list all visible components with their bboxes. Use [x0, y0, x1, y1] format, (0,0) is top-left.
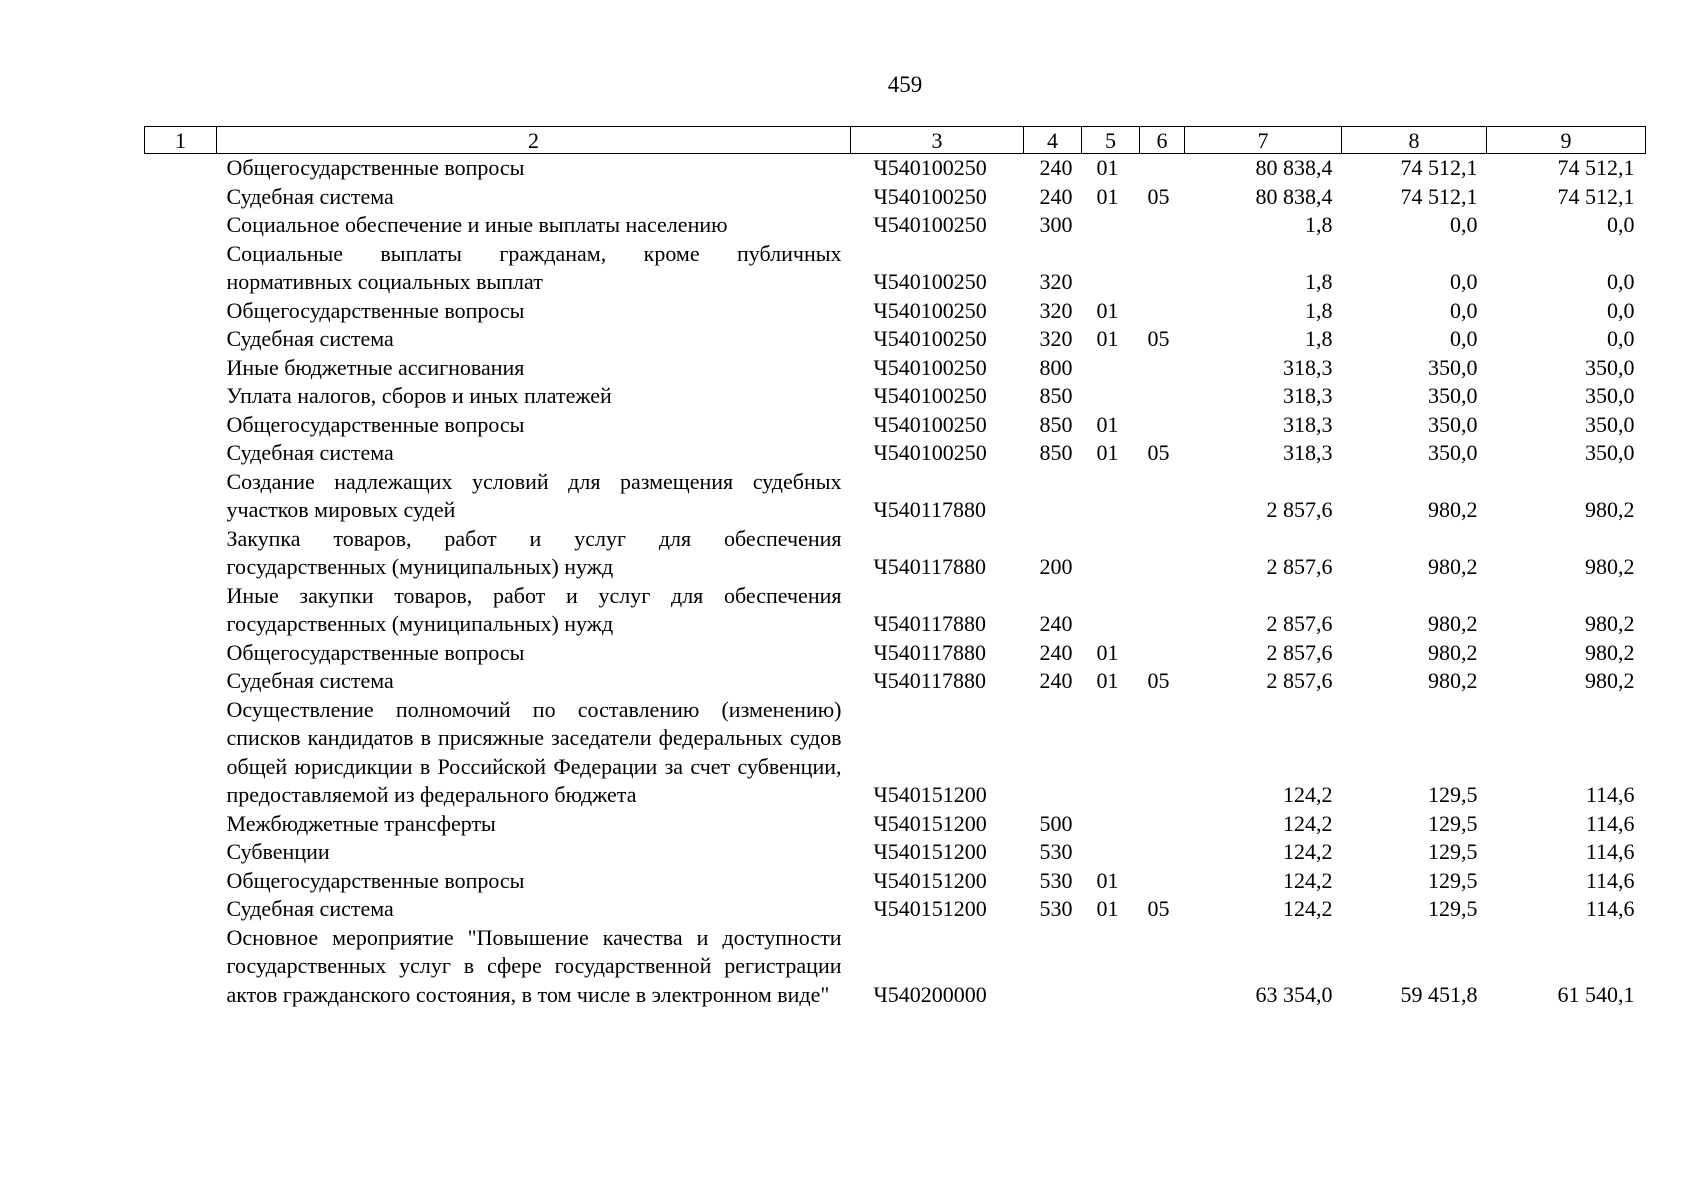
row-value-7: 318,3: [1283, 383, 1333, 408]
row-col4: 320: [1039, 326, 1073, 351]
row-value-7: 1,8: [1305, 269, 1333, 294]
empty-cell: [145, 838, 217, 867]
row-value-7: 124,2: [1283, 782, 1333, 807]
table-row: [145, 525, 1646, 582]
column-header-7: 7: [1185, 127, 1342, 154]
table-row: [145, 582, 1646, 639]
empty-cell: [145, 411, 217, 440]
row-value-9: 114,6: [1585, 896, 1635, 921]
row-col4: 850: [1039, 411, 1073, 437]
row-value-8: 980,2: [1428, 668, 1478, 693]
row-col4: 320: [1039, 297, 1073, 323]
row-name: Закупка товаров, работ и услуг для обеспечения государственных (муниципальных) нужд: [226, 525, 842, 579]
row-name: Судебная система: [226, 440, 394, 465]
row-col5: [1082, 240, 1140, 297]
table-row: [145, 439, 1646, 468]
row-value-7: 124,2: [1283, 896, 1333, 921]
row-value-9: 114,6: [1585, 782, 1635, 807]
row-col6: [1140, 696, 1185, 810]
row-value-9: 0,0: [1607, 297, 1635, 323]
row-name: Судебная система: [226, 668, 394, 693]
row-code: Ч540117880: [873, 611, 986, 636]
row-value-9: 0,0: [1607, 269, 1635, 294]
row-code: Ч540117880: [873, 668, 986, 693]
empty-cell: [145, 582, 217, 639]
row-name: Социальное обеспечение и иные выплаты населению: [226, 212, 728, 237]
row-value-8: 74 512,1: [1400, 183, 1478, 209]
row-value-8: 350,0: [1428, 383, 1478, 408]
row-value-9: 114,6: [1585, 867, 1635, 893]
row-value-7: 80 838,4: [1255, 183, 1333, 209]
row-name: Судебная система: [226, 326, 394, 351]
table-row: [145, 838, 1646, 867]
row-col6: [1140, 154, 1185, 183]
empty-cell: [145, 154, 217, 183]
row-value-8: 980,2: [1428, 554, 1478, 579]
row-name: Осуществление полномочий по составлению (изменению) списков кандидатов в присяжные заседатели федеральных судов общей юрисдикции в Российской Федерации за счет субвенции, предоставляемой из федерального бюджета: [226, 696, 842, 807]
row-code: Ч540151200: [873, 782, 987, 807]
row-value-8: 350,0: [1428, 354, 1478, 380]
budget-table: [144, 126, 1646, 1009]
table-row: [145, 325, 1646, 354]
header-row: [145, 127, 1646, 154]
row-value-8: 0,0: [1450, 212, 1478, 237]
row-code: Ч540100250: [873, 440, 987, 465]
empty-cell: [145, 354, 217, 383]
row-code: Ч540100250: [873, 326, 987, 351]
row-col6: [1140, 639, 1185, 668]
row-value-9: 74 512,1: [1557, 183, 1635, 209]
empty-cell: [145, 439, 217, 468]
row-code: Ч540100250: [873, 183, 987, 209]
table-row: [145, 895, 1646, 924]
row-code: Ч540117880: [873, 497, 986, 522]
row-col4: 240: [1039, 155, 1073, 180]
row-name: Межбюджетные трансферты: [226, 810, 496, 836]
column-header-4: 4: [1024, 127, 1082, 154]
row-value-9: 114,6: [1585, 839, 1635, 864]
row-value-9: 0,0: [1607, 212, 1635, 237]
table-row: [145, 382, 1646, 411]
row-col6: [1140, 810, 1185, 839]
row-col4: [1024, 696, 1082, 810]
row-value-9: 61 540,1: [1557, 981, 1635, 1007]
page-number: 459: [887, 72, 923, 97]
row-value-7: 80 838,4: [1255, 155, 1333, 180]
row-value-7: 1,8: [1305, 326, 1333, 351]
row-col6: [1140, 838, 1185, 867]
row-code: Ч540151200: [873, 867, 987, 893]
empty-cell: [145, 867, 217, 896]
row-code: Ч540100250: [873, 354, 987, 380]
row-value-9: 980,2: [1585, 497, 1635, 522]
row-value-8: 0,0: [1450, 297, 1478, 323]
row-value-7: 2 857,6: [1266, 639, 1333, 665]
table-row: [145, 810, 1646, 839]
row-name: Основное мероприятие "Повышение качества и доступности государственных услуг в сфере государственной регистрации актов гражданского состояния, в том числе в электронном виде": [226, 924, 842, 1007]
row-col4: 500: [1039, 810, 1073, 836]
empty-cell: [145, 639, 217, 668]
row-code: Ч540151200: [873, 896, 987, 921]
row-value-8: 980,2: [1428, 611, 1478, 636]
row-col6: [1140, 924, 1185, 1010]
empty-cell: [145, 240, 217, 297]
row-col4: 200: [1039, 554, 1073, 579]
row-value-7: 124,2: [1283, 839, 1333, 864]
empty-cell: [145, 382, 217, 411]
row-value-9: 350,0: [1585, 440, 1635, 465]
row-value-7: 318,3: [1283, 354, 1333, 380]
row-code: Ч540117880: [873, 554, 986, 579]
row-col4: 240: [1039, 611, 1073, 636]
empty-cell: [145, 468, 217, 525]
empty-cell: [145, 525, 217, 582]
row-value-9: 350,0: [1585, 383, 1635, 408]
row-value-8: 980,2: [1428, 497, 1478, 522]
row-col6: 05: [1147, 896, 1170, 921]
row-col5: [1082, 211, 1140, 240]
column-header-6: 6: [1140, 127, 1185, 154]
row-value-8: 350,0: [1428, 440, 1478, 465]
empty-cell: [145, 895, 217, 924]
row-value-8: 129,5: [1428, 896, 1478, 921]
row-col6: 05: [1147, 440, 1170, 465]
row-col6: [1140, 382, 1185, 411]
row-col4: [1024, 924, 1082, 1010]
row-col4: 320: [1039, 269, 1073, 294]
row-col4: 300: [1039, 212, 1073, 237]
row-col4: 800: [1039, 354, 1073, 380]
row-value-9: 980,2: [1585, 639, 1635, 665]
row-col4: 530: [1039, 839, 1073, 864]
table-body: [145, 154, 1646, 1010]
row-value-7: 124,2: [1283, 867, 1333, 893]
row-value-8: 0,0: [1450, 326, 1478, 351]
row-name: Субвенции: [226, 839, 330, 864]
table-row: [145, 411, 1646, 440]
row-value-8: 129,5: [1428, 782, 1478, 807]
row-name: Создание надлежащих условий для размещения судебных участков мировых судей: [226, 468, 842, 522]
row-col4: 850: [1039, 440, 1073, 465]
row-value-9: 74 512,1: [1557, 155, 1635, 180]
row-col6: [1140, 582, 1185, 639]
row-value-8: 0,0: [1450, 269, 1478, 294]
table-row: [145, 183, 1646, 212]
row-col4: 530: [1039, 867, 1073, 893]
row-col5: 01: [1096, 668, 1119, 693]
empty-cell: [145, 297, 217, 326]
table-row: [145, 354, 1646, 383]
row-col5: [1082, 696, 1140, 810]
table-row: [145, 154, 1646, 183]
empty-cell: [145, 924, 217, 1010]
row-col6: [1140, 354, 1185, 383]
row-col5: [1082, 924, 1140, 1010]
row-value-8: 129,5: [1428, 839, 1478, 864]
column-header-1: 1: [145, 127, 217, 154]
row-value-8: 350,0: [1428, 411, 1478, 437]
table-row: [145, 924, 1646, 1010]
row-value-8: 59 451,8: [1400, 981, 1478, 1007]
row-code: Ч540100250: [873, 212, 987, 237]
row-value-9: 114,6: [1585, 810, 1635, 836]
row-value-9: 980,2: [1585, 611, 1635, 636]
row-col6: 05: [1147, 183, 1170, 209]
row-col5: [1082, 468, 1140, 525]
row-value-7: 2 857,6: [1266, 497, 1333, 522]
table-row: [145, 867, 1646, 896]
row-value-7: 2 857,6: [1266, 554, 1333, 579]
empty-cell: [145, 696, 217, 810]
row-code: Ч540200000: [873, 981, 987, 1007]
row-value-7: 318,3: [1283, 440, 1333, 465]
row-code: Ч540100250: [873, 155, 987, 180]
row-value-7: 124,2: [1283, 810, 1333, 836]
row-name: Общегосударственные вопросы: [226, 639, 525, 665]
row-name: Судебная система: [226, 896, 394, 921]
row-col5: 01: [1096, 155, 1119, 180]
row-col4: 240: [1039, 183, 1073, 209]
row-col5: 01: [1096, 639, 1119, 665]
column-header-9: 9: [1487, 127, 1646, 154]
row-code: Ч540100250: [873, 383, 987, 408]
row-code: Ч540100250: [873, 297, 987, 323]
row-code: Ч540100250: [873, 411, 987, 437]
row-col5: [1082, 525, 1140, 582]
row-code: Ч540117880: [873, 639, 986, 665]
empty-cell: [145, 183, 217, 212]
row-col4: [1024, 468, 1082, 525]
column-header-3: 3: [851, 127, 1024, 154]
column-header-8: 8: [1342, 127, 1487, 154]
row-name: Иные бюджетные ассигнования: [226, 354, 525, 380]
column-header-2: 2: [217, 127, 851, 154]
row-value-7: 318,3: [1283, 411, 1333, 437]
row-col5: [1082, 582, 1140, 639]
table-row: [145, 639, 1646, 668]
row-value-8: 129,5: [1428, 867, 1478, 893]
row-col6: [1140, 240, 1185, 297]
row-code: Ч540151200: [873, 839, 987, 864]
row-value-9: 0,0: [1607, 326, 1635, 351]
row-value-8: 74 512,1: [1400, 155, 1478, 180]
row-col5: [1082, 354, 1140, 383]
row-value-7: 1,8: [1305, 297, 1333, 323]
row-name: Иные закупки товаров, работ и услуг для обеспечения государственных (муниципальных) нужд: [226, 582, 842, 636]
row-col4: 240: [1039, 668, 1073, 693]
row-col6: [1140, 411, 1185, 440]
row-col5: 01: [1096, 440, 1119, 465]
row-col5: 01: [1096, 326, 1119, 351]
row-value-9: 350,0: [1585, 354, 1635, 380]
row-value-9: 980,2: [1585, 554, 1635, 579]
row-value-7: 2 857,6: [1266, 668, 1333, 693]
row-name: Общегосударственные вопросы: [226, 411, 525, 437]
row-col6: 05: [1147, 326, 1170, 351]
table-row: [145, 468, 1646, 525]
row-value-8: 980,2: [1428, 639, 1478, 665]
row-col6: [1140, 297, 1185, 326]
table-row: [145, 211, 1646, 240]
row-value-7: 1,8: [1305, 212, 1333, 237]
row-name: Общегосударственные вопросы: [226, 297, 525, 323]
empty-cell: [145, 211, 217, 240]
row-value-7: 63 354,0: [1255, 981, 1333, 1007]
table-row: [145, 696, 1646, 810]
row-col6: [1140, 211, 1185, 240]
row-col5: 01: [1096, 867, 1119, 893]
row-code: Ч540100250: [873, 269, 987, 294]
row-value-7: 2 857,6: [1266, 611, 1333, 636]
table-row: [145, 240, 1646, 297]
row-code: Ч540151200: [873, 810, 987, 836]
row-col5: [1082, 382, 1140, 411]
row-col5: 01: [1096, 297, 1119, 323]
row-name: Судебная система: [226, 183, 394, 209]
row-col6: [1140, 867, 1185, 896]
column-header-5: 5: [1082, 127, 1140, 154]
table-row: [145, 667, 1646, 696]
empty-cell: [145, 667, 217, 696]
row-col6: [1140, 468, 1185, 525]
row-name: Социальные выплаты гражданам, кроме публичных нормативных социальных выплат: [226, 240, 842, 294]
empty-cell: [145, 810, 217, 839]
row-value-8: 129,5: [1428, 810, 1478, 836]
row-value-9: 980,2: [1585, 668, 1635, 693]
row-col5: 01: [1096, 896, 1119, 921]
empty-cell: [145, 325, 217, 354]
row-col5: 01: [1096, 183, 1119, 209]
table-row: [145, 297, 1646, 326]
row-col4: 240: [1039, 639, 1073, 665]
row-name: Общегосударственные вопросы: [226, 867, 525, 893]
row-col5: 01: [1096, 411, 1119, 437]
row-name: Уплата налогов, сборов и иных платежей: [226, 383, 612, 408]
row-name: Общегосударственные вопросы: [226, 155, 525, 180]
row-col6: [1140, 525, 1185, 582]
row-col5: [1082, 810, 1140, 839]
row-col5: [1082, 838, 1140, 867]
row-col4: 850: [1039, 383, 1073, 408]
row-col4: 530: [1039, 896, 1073, 921]
row-value-9: 350,0: [1585, 411, 1635, 437]
row-col6: 05: [1147, 668, 1170, 693]
